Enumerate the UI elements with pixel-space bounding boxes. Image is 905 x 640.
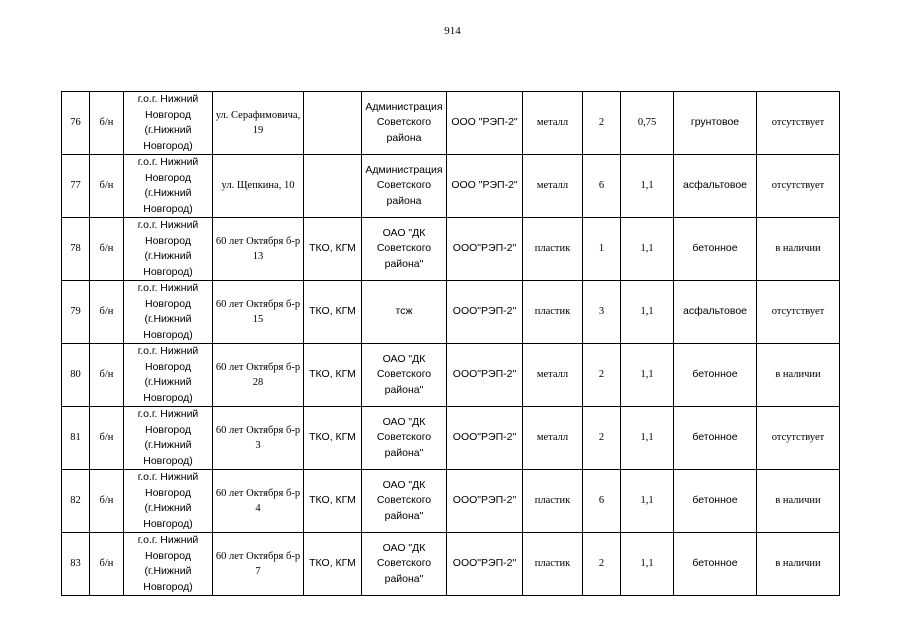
waste-type-cell — [304, 155, 362, 218]
volume-cell: 0,75 — [621, 92, 674, 155]
table-row — [62, 218, 840, 281]
fence-cell: в наличии — [757, 218, 840, 281]
locality-cell: г.о.г. Нижний Новгород (г.Нижний Новгород) — [124, 407, 213, 470]
count-cell: 6 — [583, 155, 621, 218]
row-number-cell: 76 — [62, 92, 90, 155]
address-cell: 60 лет Октября б-р 7 — [213, 533, 304, 596]
surface-cell: грунтовое — [674, 92, 757, 155]
address-cell: 60 лет Октября б-р 28 — [213, 344, 304, 407]
count-cell: 2 — [583, 533, 621, 596]
locality-cell: г.о.г. Нижний Новгород (г.Нижний Новгород) — [124, 281, 213, 344]
row-number-cell: 77 — [62, 155, 90, 218]
bn-cell: б/н — [90, 344, 124, 407]
count-cell: 2 — [583, 407, 621, 470]
locality-cell: г.о.г. Нижний Новгород (г.Нижний Новгород) — [124, 92, 213, 155]
locality-cell: г.о.г. Нижний Новгород (г.Нижний Новгород) — [124, 533, 213, 596]
row-number-cell: 82 — [62, 470, 90, 533]
address-cell: 60 лет Октября б-р 13 — [213, 218, 304, 281]
operator-cell: ООО"РЭП-2" — [447, 470, 523, 533]
volume-cell: 1,1 — [621, 470, 674, 533]
waste-type-cell — [304, 92, 362, 155]
material-cell: пластик — [523, 218, 583, 281]
row-number-cell: 80 — [62, 344, 90, 407]
count-cell: 3 — [583, 281, 621, 344]
material-cell: пластик — [523, 533, 583, 596]
owner-cell: Администрация Советского района — [362, 92, 447, 155]
fence-cell: в наличии — [757, 470, 840, 533]
locality-cell: г.о.г. Нижний Новгород (г.Нижний Новгород) — [124, 470, 213, 533]
row-number-cell: 83 — [62, 533, 90, 596]
waste-type-cell: ТКО, КГМ — [304, 533, 362, 596]
volume-cell: 1,1 — [621, 344, 674, 407]
row-number-cell: 81 — [62, 407, 90, 470]
volume-cell: 1,1 — [621, 281, 674, 344]
owner-cell: ОАО "ДК Советского района" — [362, 533, 447, 596]
table-row — [62, 92, 840, 155]
table-row — [62, 533, 840, 596]
locality-cell: г.о.г. Нижний Новгород (г.Нижний Новгород) — [124, 344, 213, 407]
waste-type-cell: ТКО, КГМ — [304, 407, 362, 470]
surface-cell: бетонное — [674, 533, 757, 596]
bn-cell: б/н — [90, 470, 124, 533]
bn-cell: б/н — [90, 281, 124, 344]
owner-cell: ОАО "ДК Советского района" — [362, 407, 447, 470]
owner-cell: ОАО "ДК Советского района" — [362, 344, 447, 407]
owner-cell: ОАО "ДК Советского района" — [362, 470, 447, 533]
bn-cell: б/н — [90, 155, 124, 218]
fence-cell: отсутствует — [757, 407, 840, 470]
surface-cell: асфальтовое — [674, 281, 757, 344]
count-cell: 2 — [583, 92, 621, 155]
operator-cell: ООО "РЭП-2" — [447, 92, 523, 155]
bn-cell: б/н — [90, 533, 124, 596]
owner-cell: ОАО "ДК Советского района" — [362, 218, 447, 281]
operator-cell: ООО"РЭП-2" — [447, 218, 523, 281]
address-cell: 60 лет Октября б-р 15 — [213, 281, 304, 344]
surface-cell: бетонное — [674, 344, 757, 407]
volume-cell: 1,1 — [621, 533, 674, 596]
material-cell: пластик — [523, 281, 583, 344]
table-row — [62, 155, 840, 218]
count-cell: 6 — [583, 470, 621, 533]
table-body — [62, 92, 840, 596]
fence-cell: отсутствует — [757, 281, 840, 344]
address-cell: 60 лет Октября б-р 4 — [213, 470, 304, 533]
operator-cell: ООО"РЭП-2" — [447, 281, 523, 344]
operator-cell: ООО"РЭП-2" — [447, 533, 523, 596]
table-row — [62, 407, 840, 470]
waste-type-cell: ТКО, КГМ — [304, 470, 362, 533]
fence-cell: отсутствует — [757, 155, 840, 218]
waste-type-cell: ТКО, КГМ — [304, 218, 362, 281]
material-cell: металл — [523, 344, 583, 407]
material-cell: пластик — [523, 470, 583, 533]
operator-cell: ООО"РЭП-2" — [447, 407, 523, 470]
page-number: 914 — [444, 25, 461, 37]
registry-table — [61, 91, 840, 596]
table-row — [62, 470, 840, 533]
material-cell: металл — [523, 155, 583, 218]
bn-cell: б/н — [90, 407, 124, 470]
owner-cell: тсж — [362, 281, 447, 344]
address-cell: 60 лет Октября б-р 3 — [213, 407, 304, 470]
row-number-cell: 78 — [62, 218, 90, 281]
surface-cell: асфальтовое — [674, 155, 757, 218]
operator-cell: ООО "РЭП-2" — [447, 155, 523, 218]
volume-cell: 1,1 — [621, 155, 674, 218]
material-cell: металл — [523, 92, 583, 155]
count-cell: 2 — [583, 344, 621, 407]
operator-cell: ООО"РЭП-2" — [447, 344, 523, 407]
waste-type-cell: ТКО, КГМ — [304, 281, 362, 344]
material-cell: металл — [523, 407, 583, 470]
count-cell: 1 — [583, 218, 621, 281]
locality-cell: г.о.г. Нижний Новгород (г.Нижний Новгород) — [124, 155, 213, 218]
table-row — [62, 344, 840, 407]
bn-cell: б/н — [90, 92, 124, 155]
table-row — [62, 281, 840, 344]
surface-cell: бетонное — [674, 218, 757, 281]
fence-cell: в наличии — [757, 533, 840, 596]
volume-cell: 1,1 — [621, 407, 674, 470]
address-cell: ул. Щепкина, 10 — [213, 155, 304, 218]
waste-type-cell: ТКО, КГМ — [304, 344, 362, 407]
owner-cell: Администрация Советского района — [362, 155, 447, 218]
row-number-cell: 79 — [62, 281, 90, 344]
locality-cell: г.о.г. Нижний Новгород (г.Нижний Новгород) — [124, 218, 213, 281]
volume-cell: 1,1 — [621, 218, 674, 281]
surface-cell: бетонное — [674, 470, 757, 533]
surface-cell: бетонное — [674, 407, 757, 470]
bn-cell: б/н — [90, 218, 124, 281]
address-cell: ул. Серафимовича, 19 — [213, 92, 304, 155]
fence-cell: отсутствует — [757, 92, 840, 155]
fence-cell: в наличии — [757, 344, 840, 407]
